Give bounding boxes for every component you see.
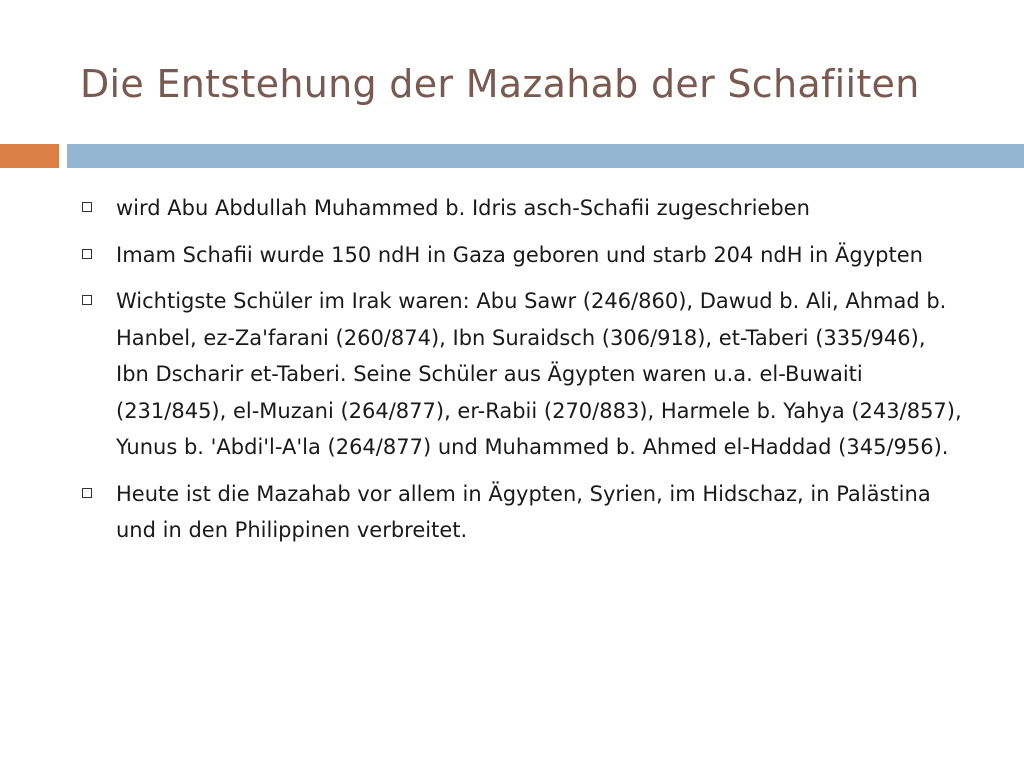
bullet-text: Imam Schafii wurde 150 ndH in Gaza geboren und starb 204 ndH in Ägypten xyxy=(116,242,923,267)
hollow-square-icon xyxy=(82,488,92,498)
bullet-item xyxy=(82,283,962,466)
title-divider-bar xyxy=(67,144,1024,168)
bullet-text: Wichtigste Schüler im Irak waren: Abu Sawr (246/860), Dawud b. Ali, Ahmad b. Hanbel, ez-Za'farani (260/874), Ibn Suraidsch (306/918), et-Taberi (335/946), Ibn Dscharir et-Taberi. Seine Schüler aus Ägypten waren u.a. el-Buwaiti (231/845), el-Muzani (264/877), er-Rabii (270/883), Harmele b. Yahya (243/857), Yunus b. 'Abdi'l-A'la (264/877) und Muhammed b. Ahmed el-Haddad (345/956). xyxy=(116,289,962,459)
bullet-list xyxy=(82,190,962,559)
slide-title: Die Entstehung der Mazahab der Schafiiten xyxy=(80,62,920,106)
accent-bar xyxy=(0,144,59,168)
hollow-square-icon xyxy=(82,249,92,259)
bullet-item xyxy=(82,237,962,274)
bullet-text: Heute ist die Mazahab vor allem in Ägypten, Syrien, im Hidschaz, in Palästina und in den Philippinen verbreitet. xyxy=(116,481,931,542)
bullet-item xyxy=(82,190,962,227)
hollow-square-icon xyxy=(82,202,92,212)
hollow-square-icon xyxy=(82,295,92,305)
bullet-text: wird Abu Abdullah Muhammed b. Idris asch-Schafii zugeschrieben xyxy=(116,196,810,220)
bullet-item xyxy=(82,476,962,549)
